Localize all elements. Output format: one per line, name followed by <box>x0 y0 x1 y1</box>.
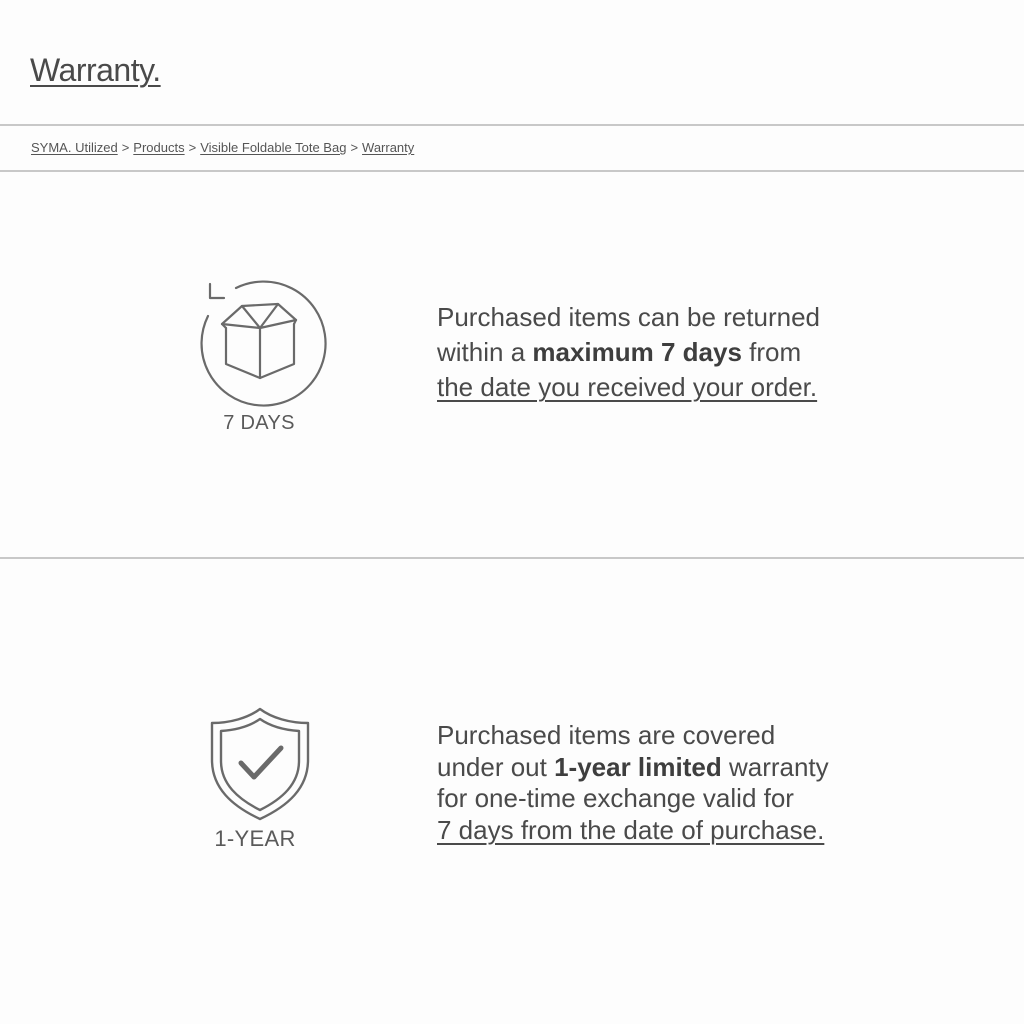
breadcrumb-separator: > <box>121 140 130 155</box>
returns-text-line: Purchased items can be returned <box>437 302 820 332</box>
warranty-text-fragment: warranty <box>721 751 829 782</box>
breadcrumb-link-products[interactable]: Products <box>133 140 185 155</box>
page-title: Warranty. <box>30 52 161 88</box>
section-divider <box>0 557 1024 559</box>
returns-underlined-text: the date you received your order. <box>437 372 818 402</box>
warranty-underlined-text: 7 days from the date of purchase. <box>437 814 825 845</box>
breadcrumb-link-warranty[interactable]: Warranty <box>362 140 415 155</box>
returns-text-line <box>437 335 820 370</box>
returns-text-fragment: within a <box>437 337 533 367</box>
breadcrumb-separator: > <box>188 140 197 155</box>
breadcrumb-divider <box>0 170 1024 172</box>
breadcrumb <box>31 139 414 157</box>
warranty-text-line: for one-time exchange valid for <box>437 783 794 813</box>
breadcrumb-separator: > <box>350 140 359 155</box>
returns-description <box>437 300 820 405</box>
breadcrumb-link-product[interactable]: Visible Foldable Tote Bag <box>200 140 347 155</box>
shield-check-icon <box>208 706 312 822</box>
warranty-text-line <box>437 752 829 784</box>
header-divider <box>0 124 1024 126</box>
returns-badge-label: 7 DAYS <box>223 412 295 434</box>
warranty-text-fragment: under out <box>437 751 555 782</box>
returns-text-fragment: from <box>741 337 802 367</box>
breadcrumb-link-home[interactable]: SYMA. Utilized <box>31 140 118 155</box>
box-return-icon <box>190 270 330 410</box>
warranty-emphasis: 1-year limited <box>554 751 722 782</box>
warranty-text-line: Purchased items are covered <box>437 720 776 750</box>
warranty-badge-label: 1-YEAR <box>214 826 296 851</box>
returns-emphasis: maximum 7 days <box>532 337 742 367</box>
warranty-description <box>437 720 829 846</box>
